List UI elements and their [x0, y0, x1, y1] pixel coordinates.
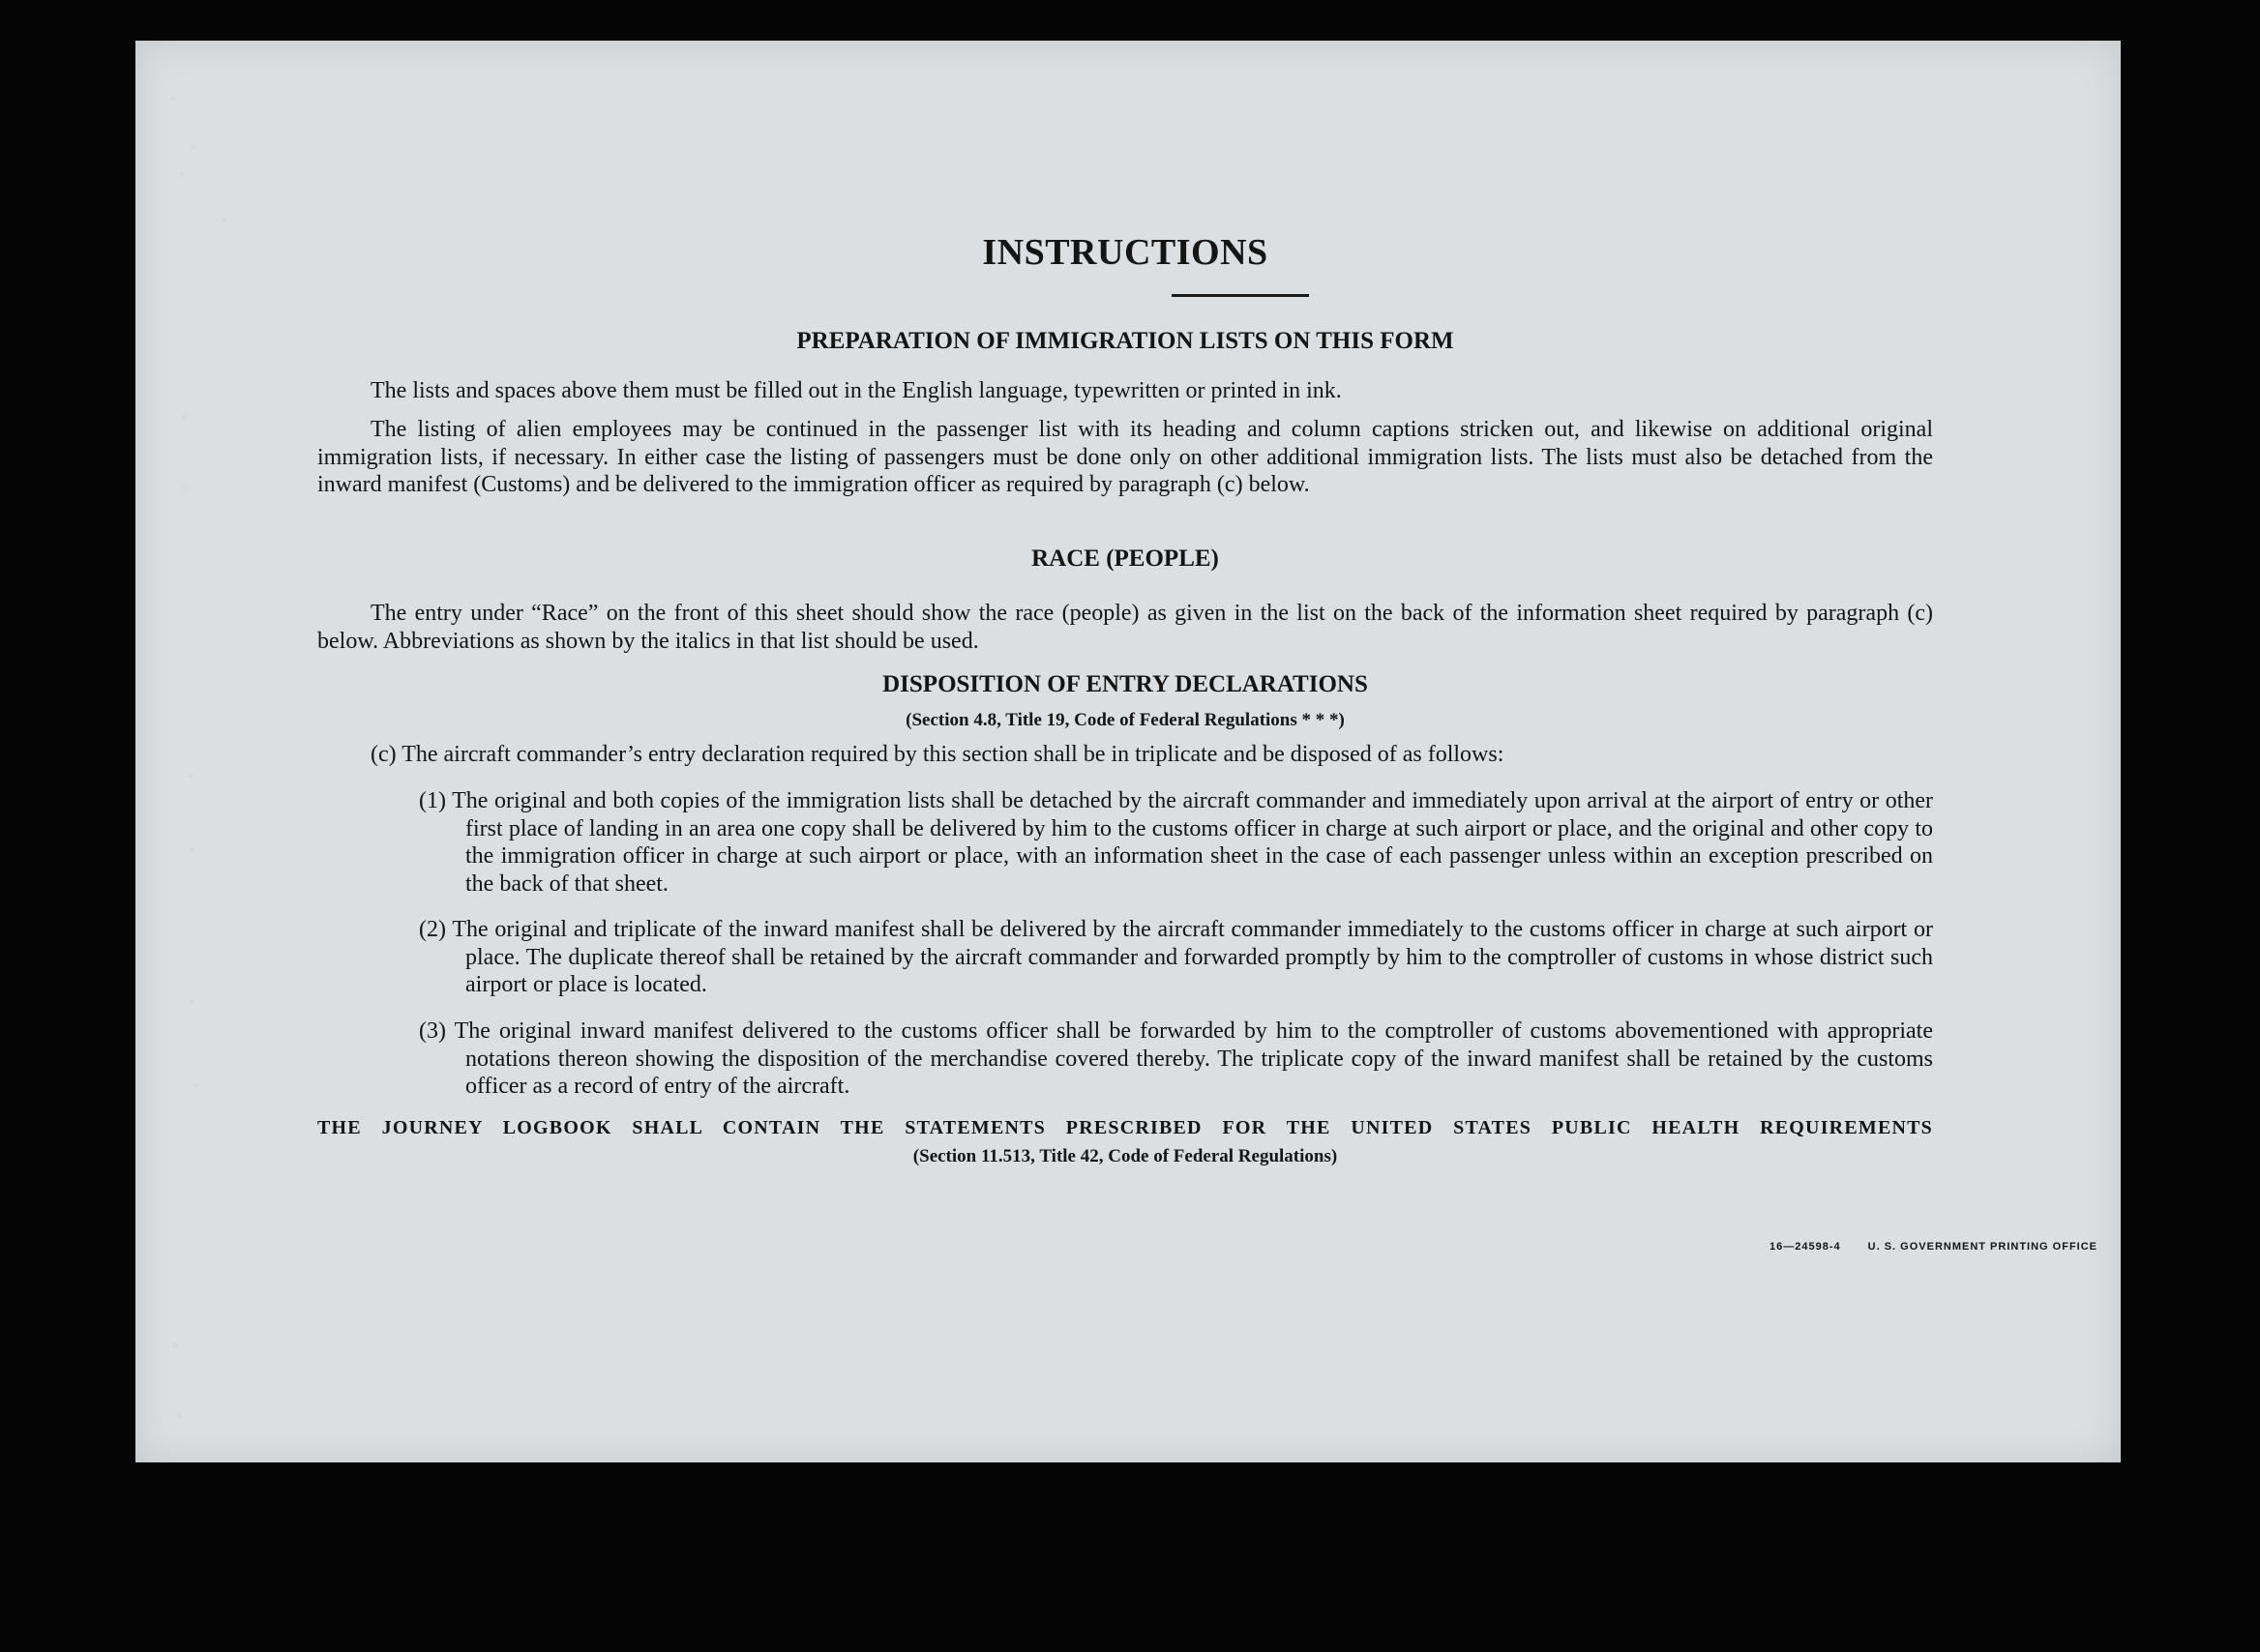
- section-heading-disposition: DISPOSITION OF ENTRY DECLARATIONS: [882, 671, 1368, 697]
- paragraph-entry-declaration: (c) The aircraft commander’s entry declaration required by this section shall be in triplicate and be disposed of as follows:: [371, 742, 1504, 767]
- scan-speck: [223, 219, 226, 222]
- scan-speck: [182, 486, 188, 489]
- printer-name: U. S. GOVERNMENT PRINTING OFFICE: [1867, 1241, 2097, 1253]
- section-citation: (Section 4.8, Title 19, Code of Federal Regulations * * *): [906, 710, 1345, 730]
- scan-speck: [193, 1083, 197, 1087]
- bleed-through-text: [697, 123, 1858, 154]
- health-requirements-citation: (Section 11.513, Title 42, Code of Federal Regulations): [912, 1146, 1338, 1166]
- scan-speck: [172, 1342, 178, 1348]
- scan-speck: [180, 172, 185, 177]
- page-title: INSTRUCTIONS: [982, 232, 1268, 273]
- scan-speck: [192, 145, 195, 149]
- section-heading-race: RACE (PEOPLE): [1031, 546, 1219, 572]
- scan-speck: [170, 97, 176, 102]
- health-requirements-notice: THE JOURNEY LOGBOOK SHALL CONTAIN THE STATEMENTS PRESCRIBED FOR THE UNITED STATES PUBLIC HEALTH REQUIREMENTS: [317, 1117, 1933, 1138]
- paragraph-alien-employees: The listing of alien employees may be continued in the passenger list with its heading and column captions stricken out, and likewise on additional original immigration lists, if necessary. In either case the listing of passengers must be done only on other additional immigration lists. The lists must also be detached from the inward manifest (Customs) and be delivered to the immigration officer as required by paragraph (c) below.: [317, 417, 1933, 497]
- list-item: (2) The original and triplicate of the inward manifest shall be delivered by the aircraft commander immediately to the customs officer in charge at such airport or place. The duplicate thereof shall be retained by the aircraft commander and forwarded promptly by him to the comptroller of customs in whose district such airport or place is located.: [419, 917, 1933, 997]
- scan-speck: [176, 1412, 182, 1418]
- scan-speck: [182, 414, 187, 420]
- list-item: (1) The original and both copies of the immigration lists shall be detached by the aircraft commander and immediately upon arrival at the airport of entry or other first place of landing in an area one copy shall be delivered by him to the customs officer in charge at such airport or place, and the original and other copy to the immigration officer in charge at such airport or place, with an information sheet in the case of each passenger unless within an exception prescribed on the back of that sheet.: [419, 788, 1933, 897]
- list-item: (3) The original inward manifest delivered to the customs officer shall be forwarded by him to the comptroller of customs abovementioned with appropriate notations thereon showing the disposition of the merchandise covered thereby. The triplicate copy of the inward manifest shall be retained by the customs officer as a record of entry of the aircraft.: [419, 1018, 1933, 1099]
- scan-speck: [190, 847, 194, 851]
- scan-speck: [190, 1000, 193, 1004]
- paragraph-race: The entry under “Race” on the front of this sheet should show the race (people) as given in the list on the back of the information sheet required by paragraph (c) below. Abbreviations as shown by the italics in that list should be used.: [317, 601, 1933, 654]
- scan-speck: [190, 774, 193, 778]
- document-page: [135, 41, 2121, 1462]
- title-underline: [1172, 294, 1309, 297]
- paragraph-language: The lists and spaces above them must be filled out in the English language, typewritten or printed in ink.: [371, 378, 1342, 403]
- printing-office-imprint: [1769, 1241, 2097, 1253]
- section-heading-preparation: PREPARATION OF IMMIGRATION LISTS ON THIS FORM: [796, 328, 1454, 354]
- form-number: 16—24598-4: [1769, 1241, 1841, 1253]
